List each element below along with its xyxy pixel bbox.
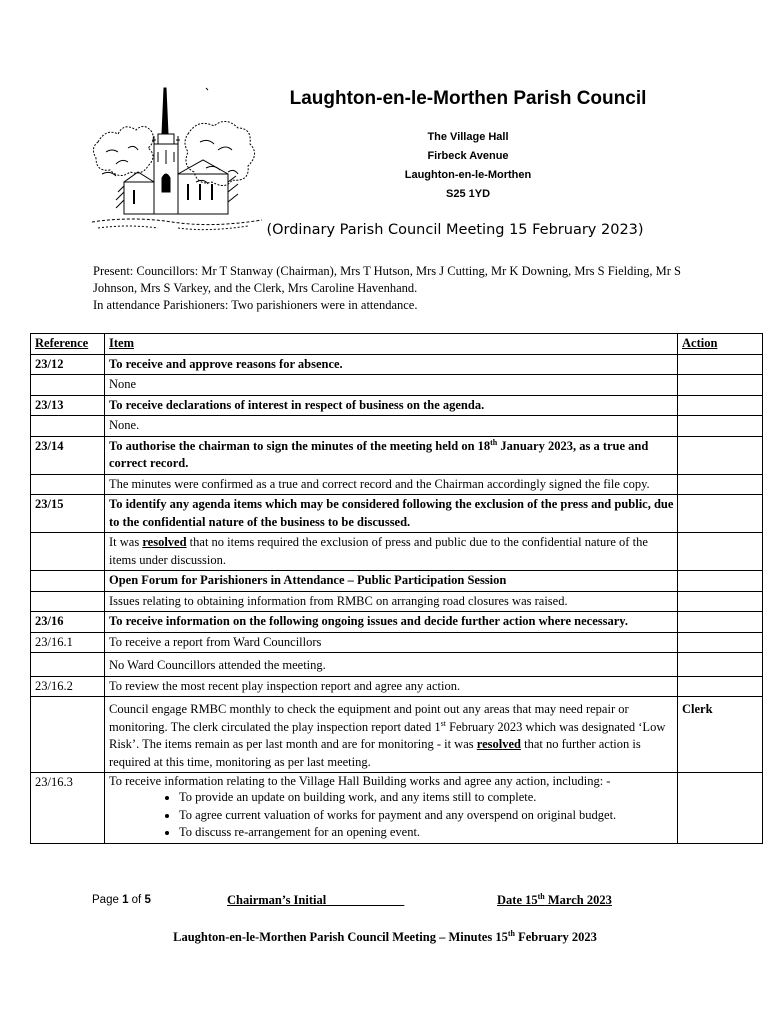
row-action bbox=[678, 653, 763, 677]
row-action bbox=[678, 612, 763, 633]
table-row bbox=[31, 653, 763, 677]
date-text: March 2023 bbox=[544, 893, 612, 907]
document-footer-title bbox=[0, 930, 770, 945]
row-item: To identify any agenda items which may be considered following the exclusion of the press and public, due to the confidential nature of the business to be discussed. bbox=[105, 495, 678, 533]
row-item bbox=[105, 697, 678, 773]
row-item: To review the most recent play inspection report and agree any action. bbox=[105, 676, 678, 697]
table-row bbox=[31, 474, 763, 495]
header-action: Action bbox=[678, 334, 763, 355]
row-action bbox=[678, 474, 763, 495]
row-item: To receive a report from Ward Councillors bbox=[105, 632, 678, 653]
table-row bbox=[31, 773, 763, 844]
row-reference bbox=[31, 697, 105, 773]
page-number bbox=[92, 894, 151, 906]
meeting-title: (Ordinary Parish Council Meeting 15 February 2023) bbox=[266, 222, 644, 238]
page-footer bbox=[92, 893, 652, 911]
address-line-2: Firbeck Avenue bbox=[427, 150, 509, 162]
attendance-block bbox=[93, 263, 693, 314]
item-text: To authorise the chairman to sign the minutes of the meeting held on 18 bbox=[109, 438, 491, 453]
ordinal-suffix: th bbox=[507, 928, 515, 938]
row-reference: 23/14 bbox=[31, 436, 105, 474]
list-item: • To discuss re-arrangement for an opening event. bbox=[179, 824, 674, 842]
row-reference: 23/16 bbox=[31, 612, 105, 633]
row-item: The minutes were confirmed as a true and correct record and the Chairman accordingly signed the file copy. bbox=[105, 474, 678, 495]
item-text: Council engage RMBC monthly to check the equipment and point out any areas that may need repair or monitoring. The clerk circulated the play inspection report dated 1 bbox=[109, 702, 629, 734]
council-title: Laughton-en-le-Morthen Parish Council bbox=[289, 88, 647, 109]
row-reference: 23/12 bbox=[31, 354, 105, 375]
row-action bbox=[678, 571, 763, 592]
address-line-3: Laughton-en-le-Morthen bbox=[404, 169, 532, 181]
table-row bbox=[31, 395, 763, 416]
chairman-initial: Chairman’s Initial bbox=[227, 893, 405, 907]
row-reference bbox=[31, 533, 105, 571]
row-action bbox=[678, 533, 763, 571]
table-row bbox=[31, 533, 763, 571]
table-row bbox=[31, 375, 763, 396]
row-reference bbox=[31, 591, 105, 612]
row-action bbox=[678, 354, 763, 375]
row-action bbox=[678, 632, 763, 653]
header-reference: Reference bbox=[31, 334, 105, 355]
row-item: To receive and approve reasons for absence. bbox=[105, 354, 678, 375]
minutes-table bbox=[30, 333, 763, 844]
table-row bbox=[31, 436, 763, 474]
row-reference: 23/16.1 bbox=[31, 632, 105, 653]
ordinal-suffix: th bbox=[490, 437, 498, 447]
address-line-4: S25 1YD bbox=[445, 188, 491, 200]
row-reference bbox=[31, 474, 105, 495]
row-reference: 23/16.2 bbox=[31, 676, 105, 697]
resolved-text: resolved bbox=[142, 535, 187, 549]
header-item: Item bbox=[105, 334, 678, 355]
list-item: • To provide an update on building work, and any items still to complete. bbox=[179, 789, 674, 807]
table-header-row bbox=[31, 334, 763, 355]
footer-text: Laughton-en-le-Morthen Parish Council Meeting – Minutes 15 bbox=[173, 930, 508, 944]
row-item: To receive information on the following ongoing issues and decide further action where necessary. bbox=[105, 612, 678, 633]
row-item bbox=[105, 773, 678, 844]
row-item: None bbox=[105, 375, 678, 396]
date-text: Date 15 bbox=[497, 893, 538, 907]
resolved-text: resolved bbox=[476, 737, 521, 751]
row-action bbox=[678, 676, 763, 697]
row-action bbox=[678, 395, 763, 416]
table-row bbox=[31, 495, 763, 533]
row-item: Open Forum for Parishioners in Attendance – Public Participation Session bbox=[105, 571, 678, 592]
table-row bbox=[31, 632, 763, 653]
footer-text: February 2023 bbox=[514, 930, 597, 944]
parishioners-attendance: In attendance Parishioners: Two parishioners were in attendance. bbox=[93, 298, 418, 312]
row-action bbox=[678, 495, 763, 533]
row-action: Clerk bbox=[678, 697, 763, 773]
address-line-1: The Village Hall bbox=[427, 131, 509, 143]
row-reference: 23/13 bbox=[31, 395, 105, 416]
item-text: To receive information relating to the Village Hall Building works and agree any action, including: - bbox=[109, 774, 611, 788]
present-list: Present: Councillors: Mr T Stanway (Chairman), Mrs T Hutson, Mrs J Cutting, Mr K Downing, Mrs S Fielding, Mr S Johnson, Mrs S Varkey, and the Clerk, Mrs Caroline Havenhand. bbox=[93, 264, 681, 295]
row-action bbox=[678, 375, 763, 396]
ordinal-suffix: th bbox=[537, 891, 545, 901]
item-text: that no further action is required at this time, monitoring as per last meeting. bbox=[109, 737, 641, 769]
row-reference bbox=[31, 653, 105, 677]
item-text: February 2023 which was designated ‘Low Risk’. The items remain as per last month and are for monitoring - it was bbox=[109, 719, 666, 751]
table-row bbox=[31, 571, 763, 592]
row-item: No Ward Councillors attended the meeting. bbox=[105, 653, 678, 677]
page-of: of bbox=[128, 894, 145, 906]
table-row bbox=[31, 676, 763, 697]
row-item: Issues relating to obtaining information from RMBC on arranging road closures was raised. bbox=[105, 591, 678, 612]
item-text: January 2023, as a true and correct record. bbox=[109, 438, 649, 470]
table-row bbox=[31, 591, 763, 612]
item-text: that no items required the exclusion of press and public due to the confidential nature of the items under discussion. bbox=[109, 535, 648, 567]
row-action bbox=[678, 416, 763, 437]
item-text: It was bbox=[109, 535, 143, 549]
page-current: 1 bbox=[122, 894, 129, 906]
row-item bbox=[105, 533, 678, 571]
row-reference: 23/15 bbox=[31, 495, 105, 533]
table-row bbox=[31, 354, 763, 375]
row-reference: 23/16.3 bbox=[31, 773, 105, 844]
row-reference bbox=[31, 375, 105, 396]
agenda-bullet-list bbox=[109, 789, 674, 842]
row-reference bbox=[31, 571, 105, 592]
row-action bbox=[678, 773, 763, 844]
table-row bbox=[31, 416, 763, 437]
table-row bbox=[31, 612, 763, 633]
ordinal-suffix: st bbox=[440, 718, 446, 728]
row-action bbox=[678, 591, 763, 612]
list-item: • To agree current valuation of works for payment and any overspend on original budget. bbox=[179, 807, 674, 825]
row-item bbox=[105, 436, 678, 474]
page-total: 5 bbox=[144, 894, 151, 906]
row-item: To receive declarations of interest in respect of business on the agenda. bbox=[105, 395, 678, 416]
table-row bbox=[31, 697, 763, 773]
row-item: None. bbox=[105, 416, 678, 437]
page-prefix: Page bbox=[92, 894, 123, 906]
church-sketch-logo bbox=[88, 82, 266, 238]
row-action bbox=[678, 436, 763, 474]
row-reference bbox=[31, 416, 105, 437]
sign-date bbox=[497, 893, 612, 908]
